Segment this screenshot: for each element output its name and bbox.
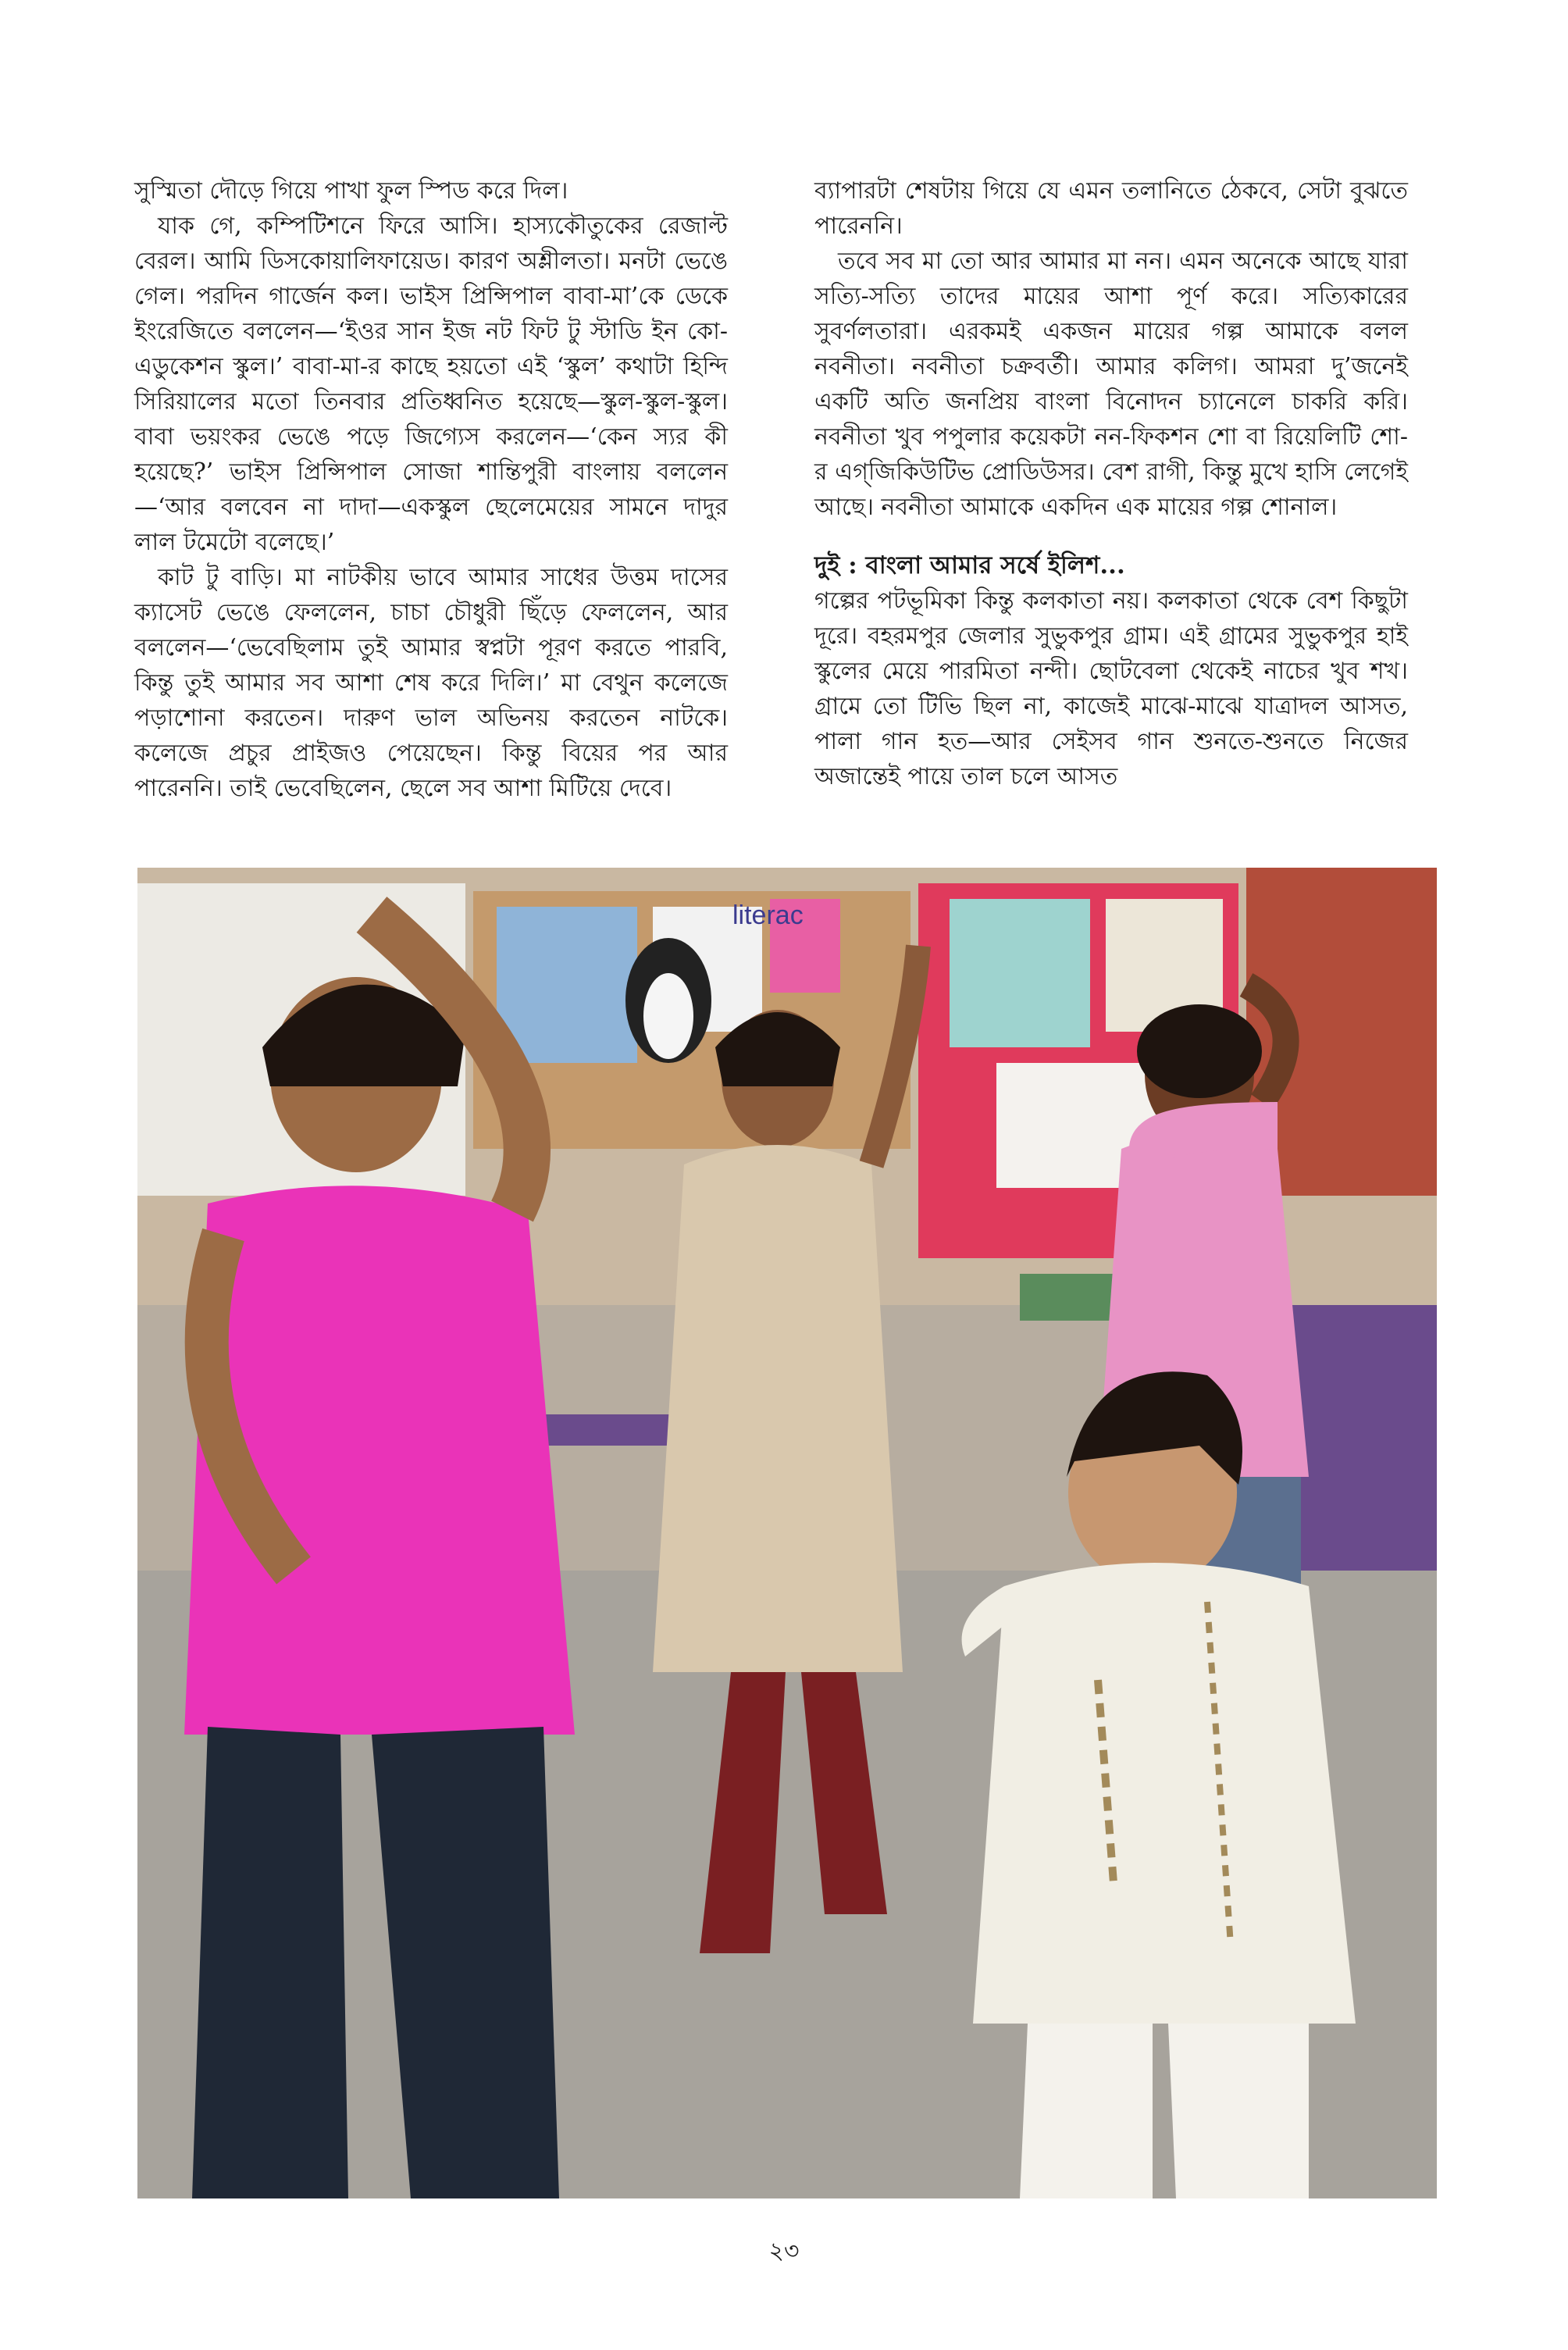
paragraph: ব্যাপারটা শেষটায় গিয়ে যে এমন তলানিতে ঠেকবে, সেটা বুঝতে পারেননি। (814, 177, 1408, 240)
paragraph: যাক গে, কম্পিটিশনে ফিরে আসি। হাস্যকৌতুকের রেজাল্ট বেরল। আমি ডিসকোয়ালিফায়েড। কারণ অশ্লীলতা। মনটা ভেঙে গেল। পরদিন গার্জেন কল। ভাইস প্রিন্সিপাল বাবা-মা’কে ডেকে ইংরেজিতে বললেন—‘ইওর সান ইজ নট ফিট টু স্টাডি ইন কো-এডুকেশন স্কুল।’ বাবা-মা-র কাছে হয়তো এই ‘স্কুল’ কথাটা হিন্দি সিরিয়ালের মতো তিনবার প্রতিধ্বনিত হয়েছে—স্কুল-স্কুল-স্কুল। বাবা ভয়ংকর ভেঙে পড়ে জিগ্যেস করলেন—‘কেন স্যর কী হয়েছে?’ ভাইস প্রিন্সিপাল সোজা শান্তিপুরী বাংলায় বললেন—‘আর বলবেন না দাদা—একস্কুল ছেলেমেয়ের সামনে দাদুর লাল টমেটো বলেছে।’ (134, 212, 728, 556)
paragraph: তবে সব মা তো আর আমার মা নন। এমন অনেকে আছে যারা সত্যি-সত্যি তাদের মায়ের আশা পূর্ণ করে। সত্যিকারের সুবর্ণলতারা। এরকমই একজন মায়ের গল্প আমাকে বলল নবনীতা। নবনীতা চক্রবর্তী। আমার কলিগ। আমরা দু’জনেই একটি অতি জনপ্রিয় বাংলা বিনোদন চ্যানেলে চাকরি করি। নবনীতা খুব পপুলার কয়েকটা নন-ফিকশন শো বা রিয়েলিটি শো-র এগ্‌জিকিউটিভ প্রোডিউসর। বেশ রাগী, কিন্তু মুখে হাসি লেগেই আছে। নবনীতা আমাকে একদিন এক মায়ের গল্প শোনাল। (814, 248, 1408, 521)
left-text-column (134, 173, 728, 806)
right-text-column (814, 173, 1408, 794)
dancing-children-photo (137, 868, 1437, 2198)
photo-illustration (137, 868, 1437, 2198)
paragraph: কাট টু বাড়ি। মা নাটকীয় ভাবে আমার সাধের উত্তম দাসের ক্যাসেট ভেঙে ফেললেন, চাচা চৌধুরী ছিঁড়ে ফেললেন, আর বললেন—‘ভেবেছিলাম তুই আমার স্বপ্নটা পূরণ করতে পারবি, কিন্তু তুই আমার সব আশা শেষ করে দিলি।’ মা বেথুন কলেজে পড়াশোনা করতেন। দারুণ ভাল অভিনয় করতেন নাটকে। কলেজে প্রচুর প্রাইজও পেয়েছেন। কিন্তু বিয়ের পর আর পারেননি। তাই ভেবেছিলেন, ছেলে সব আশা মিটিয়ে দেবে। (134, 564, 728, 802)
section-heading: দুই : বাংলা আমার সর্ষে ইলিশ... (814, 551, 1125, 579)
page-number: ২৩ (768, 2238, 800, 2265)
paragraph: গল্পের পটভূমিকা কিন্তু কলকাতা নয়। কলকাতা থেকে বেশ কিছুটা দূরে। বহরমপুর জেলার সুভুকপুর গ্রাম। এই গ্রামের সুভুকপুর হাই স্কুলের মেয়ে পারমিতা নন্দী। ছোটবেলা থেকেই নাচের খুব শখ। গ্রামে তো টিভি ছিল না, কাজেই মাঝে-মাঝে যাত্রাদল আসত, পালা গান হত—আর সেইসব গান শুনতে-শুনতে নিজের অজান্তেই পায়ে তাল চলে আসত (814, 587, 1408, 790)
paragraph: সুস্মিতা দৌড়ে গিয়ে পাখা ফুল স্পিড করে দিল। (134, 177, 568, 205)
classroom-sign: literac (732, 900, 804, 930)
